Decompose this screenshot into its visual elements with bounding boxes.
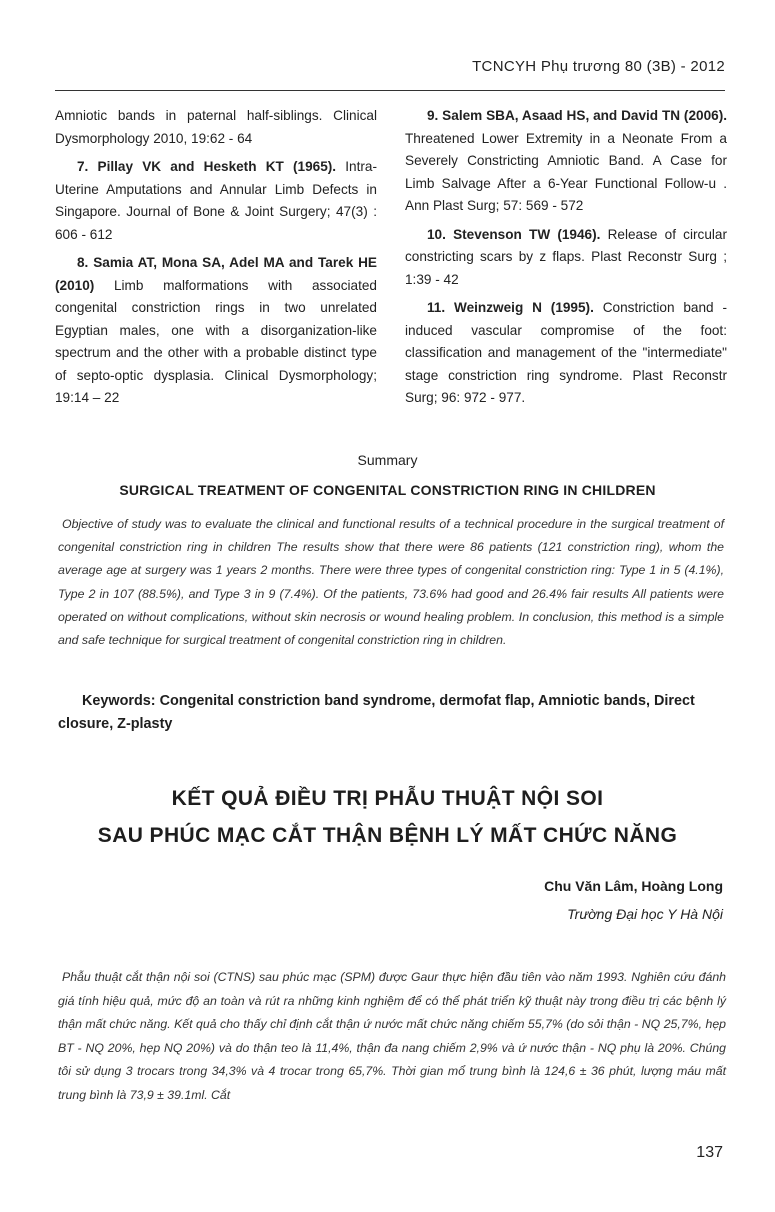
reference-text: Threatened Lower Extremity in a Neonate From a Severely Constricting Amniotic Band. A Case for Limb Salvage After a 6-Year Functional Follow-u . Ann Plast Surg; 57: 569 - 572 [405, 130, 727, 213]
reference-6-continued [55, 105, 377, 150]
reference-authors: 11. Weinzweig N (1995). [427, 300, 594, 315]
reference-9 [405, 105, 727, 218]
reference-authors: 10. Stevenson TW (1946). [427, 226, 601, 242]
page-number: 137 [696, 1144, 723, 1161]
references-section [55, 105, 727, 416]
article-abstract: Phẫu thuật cắt thận nội soi (CTNS) sau phúc mạc (SPM) được Gaur thực hiện đầu tiên vào năm 1993. Nghiên cứu đánh giá tính hiệu quả, mức độ an toàn và rút ra những kinh nghiệm để có thể phát triển kỹ thuật này trong điều trị các bệnh lý thận mất chức năng. Kết quả cho thấy chỉ định cắt thận ứ nước mất chức năng chiếm 55,7% (do sỏi thận - NQ 25,7%, hẹp BT - NQ 20%, hẹp NQ 20%) và do thận teo là 11,4%, thận đa nang chiếm 2,9% và ứ nước thận - NQ phụ là 20%. Chúng tôi sử dụng 3 trocars trong 34,3% và 4 trocar trong 65,7%. Thời gian mổ trung bình là 124,6 ± 36 phút, lượng máu mất trung bình là 73,9 ± 39.1ml. Cắt [58, 970, 726, 1102]
keywords: Keywords: Congenital constriction band syndrome, dermofat flap, Amniotic bands, Direct closure, Z-plasty [58, 693, 695, 732]
references-right-column [405, 105, 727, 416]
reference-text: Constriction band - induced vascular compromise of the foot: classification and management of the "intermediate" stage constriction ring syndrome. Plast Reconstr Surg; 96: 972 - 977. [405, 300, 728, 405]
article-title-line-1: KẾT QUẢ ĐIỀU TRỊ PHẪU THUẬT NỘI SOI [171, 787, 604, 810]
english-abstract: Objective of study was to evaluate the clinical and functional results of a technical procedure in the surgical treatment of congenital constriction ring in children The results show that there were 86 patients (121 constriction ring), whom the average age at surgery was 1 years 2 months. There were three types of congenital constriction ring: Type 1 in 5 (4.1%), Type 2 in 107 (88.5%), and Type 3 in 9 (7.4%). Of the patients, 73.6% had good and 26.4% fair results All patients were operated on without complications, without skin necrosis or wound healing problem. In conclusion, this method is a simple and safe technique for surgical treatment of congenital constriction ring in children. [58, 517, 724, 648]
reference-11 [405, 297, 727, 410]
reference-authors: 8. Samia AT, Mona SA, Adel MA and Tarek HE (2010) [55, 255, 377, 293]
article-title-line-2: SAU PHÚC MẠC CẮT THẬN BỆNH LÝ MẤT CHỨC NĂNG [97, 824, 678, 847]
references-left-column [55, 105, 377, 416]
summary-heading: Summary [357, 452, 418, 468]
header-rule [55, 90, 725, 91]
english-summary-title: SURGICAL TREATMENT OF CONGENITAL CONSTRICTION RING IN CHILDREN [119, 482, 656, 498]
reference-10 [405, 224, 727, 292]
article-affiliation: Trường Đại học Y Hà Nội [567, 906, 723, 922]
reference-text: Intra-Uterine Amputations and Annular Limb Defects in Singapore. Journal of Bone & Joint Surgery; 47(3) : 606 - 612 [55, 159, 377, 242]
reference-8 [55, 252, 377, 410]
reference-authors: 7. Pillay VK and Hesketh KT (1965). [77, 159, 337, 174]
article-authors: Chu Văn Lâm, Hoàng Long [544, 878, 723, 894]
reference-7 [55, 156, 377, 246]
reference-text: Release of circular constricting scars by z flaps. Plast Reconstr Surg ; 1:39 - 42 [405, 226, 727, 287]
running-header: TCNCYH Phụ trương 80 (3B) - 2012 [472, 58, 725, 75]
reference-text: Amniotic bands in paternal half-siblings. Clinical Dysmorphology 2010, 19:62 - 64 [55, 108, 377, 146]
reference-text: Limb malformations with associated congenital constriction rings in two unrelated Egyptian males, one with a disorganization-like spectrum and the other with a probable distinct type of septo-optic dysplasia. Clinical Dysmorphology; 19:14 – 22 [55, 277, 377, 405]
article-title [0, 780, 775, 854]
reference-authors: 9. Salem SBA, Asaad HS, and David TN (2006). [427, 108, 727, 123]
